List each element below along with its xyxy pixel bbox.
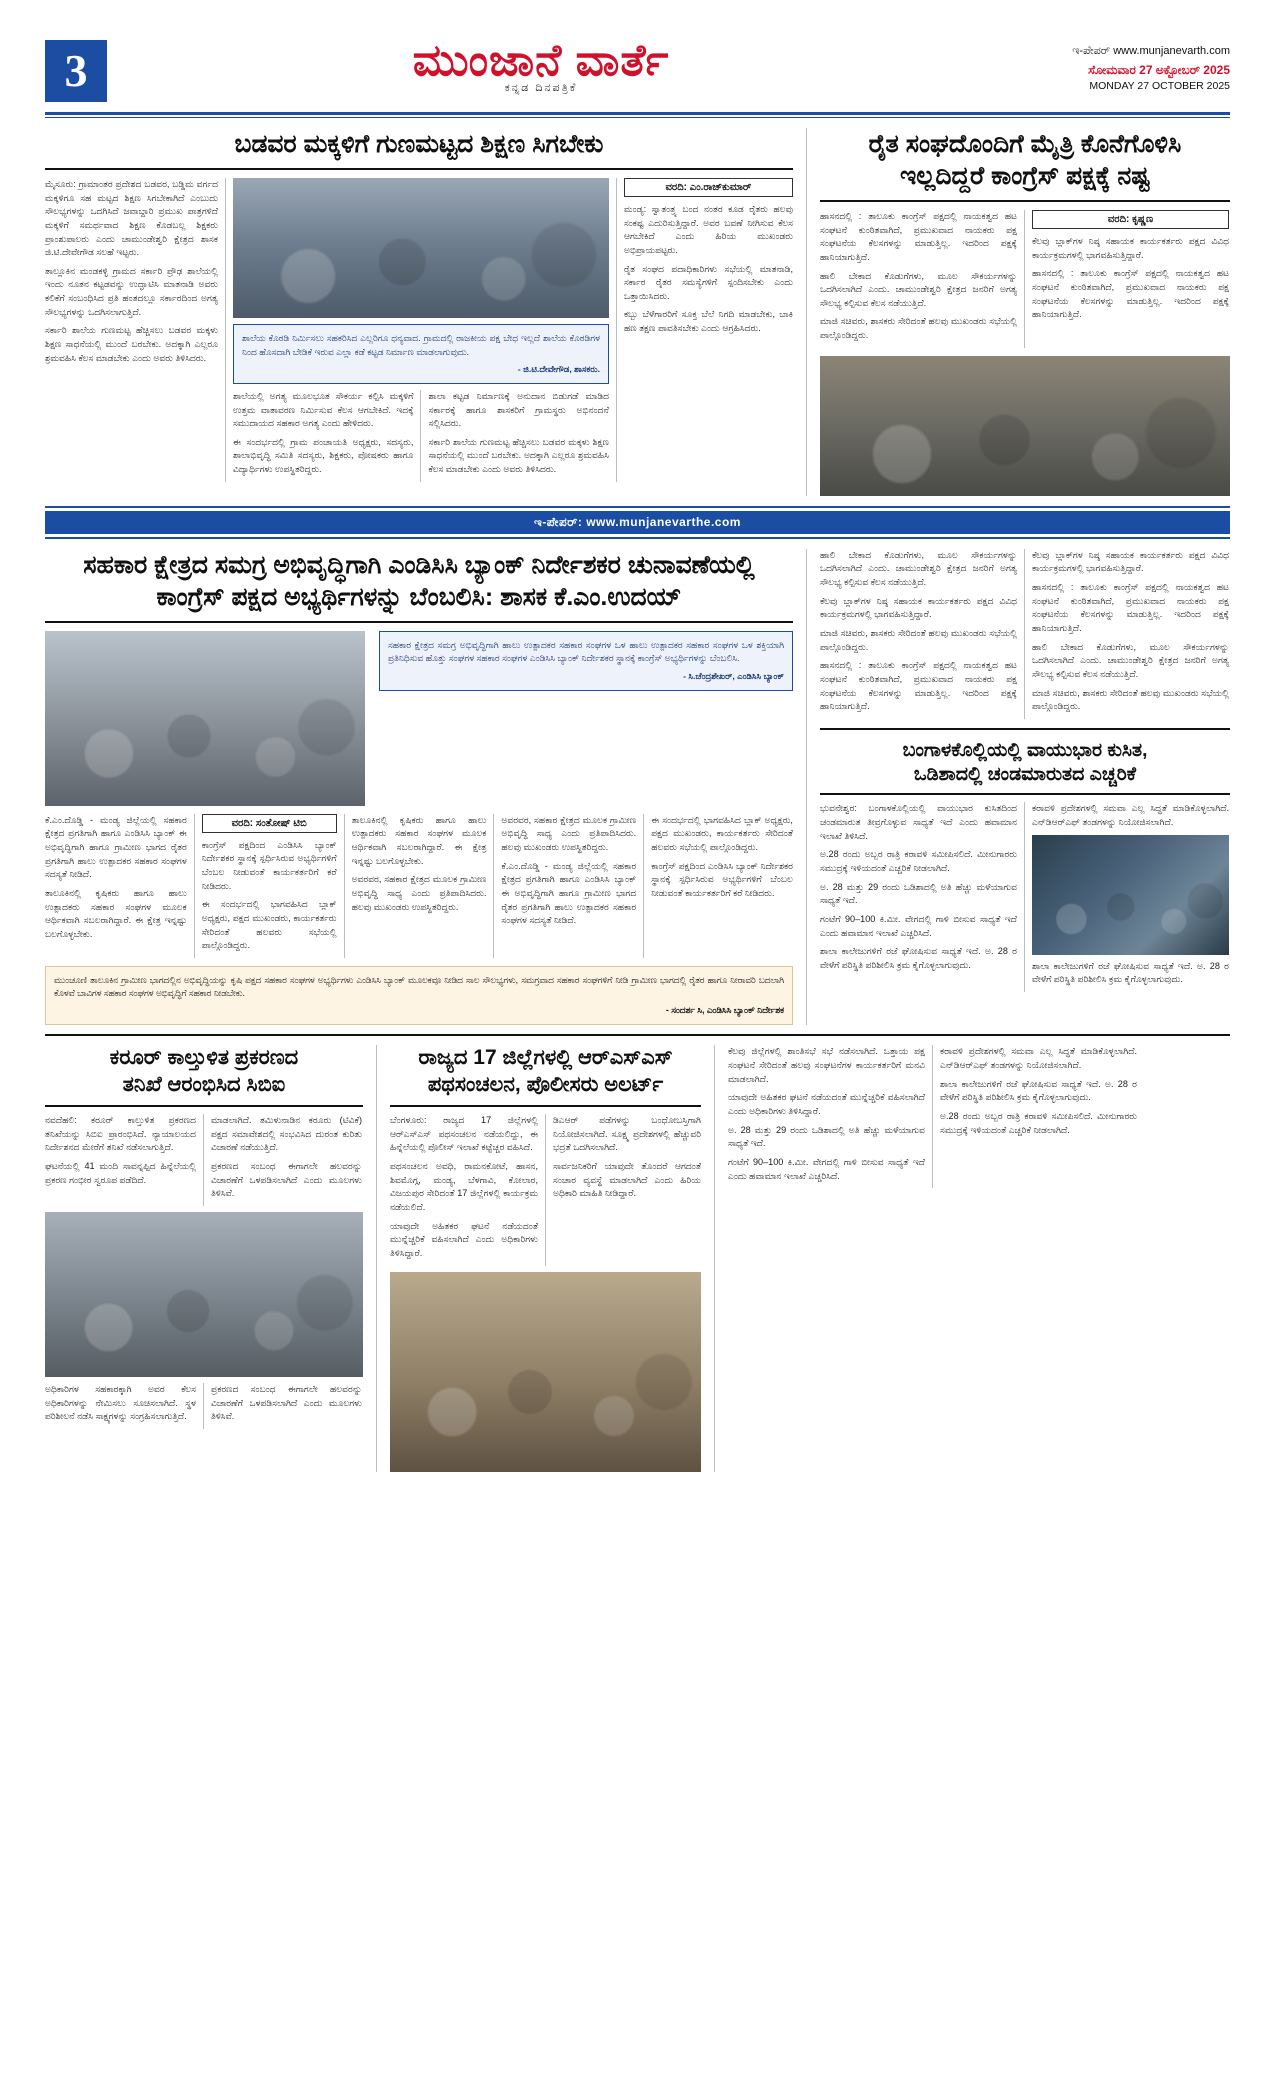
article6-cont-para: ಅ.28 ರಂದು ಅಬ್ಬರ ರಾತ್ರಿ ಕರಾವಳಿ ಸಮೀಪಿಸಲಿದೆ. ಮೀನುಗಾರರು ಸಮುದ್ರಕ್ಕೆ ಇಳಿಯದಂತೆ ಎಚ್ಚರಿಕೆ ನೀಡಲಾಗಿದೆ. [940,1111,1137,1135]
epaper-strip-wrap [45,506,1230,539]
article3-para: ಅವರವರ, ಸಹಕಾರ ಕ್ಷೇತ್ರದ ಮೂಲಕ ಗ್ರಾಮೀಣ ಅಭಿವೃದ್ಧಿ ಸಾಧ್ಯ ಎಂದು ಪ್ರತಿಪಾದಿಸಿದರು. ಹಲವು ಮುಖಂಡರು ಉಪಸ್ಥಿತರಿದ್ದರು. [501,814,637,853]
article2-para: ಕೆಲವು ಬ್ಲಾಕ್‌ಗಳ ನಿಷ್ಠ ಸಹಾಯಕ ಕಾರ್ಯಕರ್ತರು ಪಕ್ಷದ ವಿವಿಧ ಕಾರ್ಯಕ್ರಮಗಳಲ್ಲಿ ಭಾಗವಹಿಸುತ್ತಿದ್ದಾರೆ. [1032,236,1229,260]
article2-cont-para: ಹಾಲಿ ಬೇಕಾದ ಕೊಡುಗೆಗಳು, ಮೂಲ ಸೌಕರ್ಯಗಳನ್ನು ಒದಗಿಸಲಾಗಿದೆ ಎಂದು. ಚಾಮುಂಡೇಶ್ವರಿ ಕ್ಷೇತ್ರದ ಜನರಿಗೆ ಅಗತ್ಯ ಸೌಲಭ್ಯ ಕಲ್ಪಿಸುವ ಕೆಲಸ ನಡೆಯುತ್ತಿದೆ. [820,549,1017,588]
lead-right-byline: ವರದಿ: ಎಂ.ರಾಜ್‌ಕುಮಾರ್ [624,178,793,197]
lead-right-para: ರೈತ ಸಂಘದ ಪದಾಧಿಕಾರಿಗಳು ಸಭೆಯಲ್ಲಿ ಮಾತನಾಡಿ, ಸರ್ಕಾರ ರೈತರ ಸಮಸ್ಯೆಗಳಿಗೆ ಸ್ಪಂದಿಸಬೇಕು ಎಂದು ಒತ್ತಾಯಿಸಿದರು. [623,263,793,301]
article4-para: ಮಾಡಲಾಗಿದೆ. ತಮಿಳುನಾಡಿನ ಕರೂರು (ಟಿವಿಕೆ) ಪಕ್ಷದ ಸಮಾವೇಶದಲ್ಲಿ ಸಂಭವಿಸಿದ ದುರಂತ ಕುರಿತು ವಿಚಾರಣೆ ನಡೆಯುತ್ತಿದೆ. [211,1115,362,1153]
article6-col-2 [1025,802,1229,992]
lead-para: ಸರ್ಕಾರಿ ಶಾಲೆಯ ಗುಣಮಟ್ಟ ಹೆಚ್ಚಿಸಲು ಬಡವರ ಮಕ್ಕಳು ಶಿಕ್ಷಣ ಸಾಧನೆಯಲ್ಲಿ ಮುಂದೆ ಬರಬೇಕು. ಅದಕ್ಕಾಗಿ ಎಲ್ಲರೂ ಶ್ರಮವಹಿಸಿ ಕೆಲಸ ಮಾಡಬೇಕು ಎಂದು ಅವರು ತಿಳಿಸಿದರು. [45,325,218,363]
article3-para: ಕಾಂಗ್ರೆಸ್ ಪಕ್ಷದಿಂದ ಎಂಡಿಸಿಸಿ ಬ್ಯಾಂಕ್ ನಿರ್ದೇಶಕರ ಸ್ಥಾನಕ್ಕೆ ಸ್ಪರ್ಧಿಸಿರುವ ಅಭ್ಯರ್ಥಿಗಳಿಗೆ ಬೆಂಬಲ ನೀಡುವಂತೆ ಕಾರ್ಯಕರ್ತರಿಗೆ ಕರೆ ನೀಡಿದರು. [651,860,793,898]
lead-para: ಶಾಲಾ ಕಟ್ಟಡ ನಿರ್ಮಾಣಕ್ಕೆ ಅನುದಾನ ಬಿಡುಗಡೆ ಮಾಡಿದ ಸರ್ಕಾರಕ್ಕೆ ಹಾಗೂ ಶಾಸಕರಿಗೆ ಗ್ರಾಮಸ್ಥರು ಅಭಿನಂದನೆ ಸಲ್ಲಿಸಿದರು. [428,390,609,429]
article3-col-4 [494,814,643,958]
article6-headline-1: ಬಂಗಾಳಕೊಲ್ಲಿಯಲ್ಲಿ ವಾಯುಭಾರ ಕುಸಿತ, [902,739,1148,761]
article6-cont-para: ಕರಾವಳಿ ಪ್ರದೇಶಗಳಲ್ಲಿ ಸಮವಾ ಎಲ್ಲ ಸಿದ್ಧತೆ ಮಾಡಿಕೊಳ್ಳಲಾಗಿದೆ. ಎನ್‌ಡಿಆರ್‌ಎಫ್ ತಂಡಗಳನ್ನು ನಿಯೋಜಿಸಲಾಗಿದೆ. [940,1046,1137,1071]
middle-section [45,549,1230,1026]
meeting-photo [820,356,1230,496]
article6-para: ಶಾಲಾ ಕಾಲೇಜುಗಳಿಗೆ ರಜೆ ಘೋಷಿಸುವ ಸಾಧ್ಯತೆ ಇದೆ. ಅ. 28 ರ ವೇಳೆಗೆ ಪರಿಸ್ಥಿತಿ ಪರಿಶೀಲಿಸಿ ಕ್ರಮ ಕೈಗೊಳ್ಳಲಾಗುವುದು. [1032,960,1229,985]
article2-col-1 [820,210,1024,348]
page-number: 3 [45,40,107,102]
article2-para: ಹಾಸನದಲ್ಲಿ : ತಾಲೂಕು ಕಾಂಗ್ರೆಸ್ ಪಕ್ಷದಲ್ಲಿ ನಾಯಕತ್ವದ ಹಟ ಸಂಘಟನೆ ಕುಂಠಿತವಾಗಿದೆ, ಪ್ರಮುಖವಾದ ನಾಯಕರು ಪಕ್ಷ ಸಂಘಟನೆಯ ಕೆಲಸಗಳನ್ನು ಮಾಡುತ್ತಿಲ್ಲ. ಇದರಿಂದ ಪಕ್ಷಕ್ಕೆ ಹಾನಿಯಾಗುತ್ತಿದೆ. [1032,268,1229,320]
article6-cont-para: ಗಂಟೆಗೆ 90–100 ಕಿ.ಮೀ. ವೇಗದಲ್ಲಿ ಗಾಳಿ ಬೀಸುವ ಸಾಧ್ಯತೆ ಇದೆ ಎಂದು ಹವಾಮಾನ ಇಲಾಖೆ ಎಚ್ಚರಿಸಿದೆ. [728,1156,925,1181]
article6-headline-2: ಒಡಿಶಾದಲ್ಲಿ ಚಂಡಮಾರುತದ ಎಚ್ಚರಿಕೆ [913,764,1137,786]
epaper-strip-label: ಇ-ಪೇಪರ್: [534,514,583,529]
article2-para: ಹಾಲಿ ಬೇಕಾದ ಕೊಡುಗೆಗಳು, ಮೂಲ ಸೌಕರ್ಯಗಳನ್ನು ಒದಗಿಸಲಾಗಿದೆ ಎಂದು. ಚಾಮುಂಡೇಶ್ವರಿ ಕ್ಷೇತ್ರದ ಜನರಿಗೆ ಅಗತ್ಯ ಸೌಲಭ್ಯ ಕಲ್ಪಿಸುವ ಕೆಲಸ ನಡೆಯುತ್ತಿದೆ. [820,270,1017,308]
bottom-section [45,1045,1230,1471]
bottom-right-col-1 [728,1045,932,1188]
website-url[interactable]: www.munjanevarth.com [1113,45,1230,57]
article3-byline: ವರದಿ: ಸಂತೋಷ್ ಟಿಬಿ [202,814,337,833]
article2-cont-para: ಹಾಸನದಲ್ಲಿ : ತಾಲೂಕು ಕಾಂಗ್ರೆಸ್ ಪಕ್ಷದಲ್ಲಿ ನಾಯಕತ್ವದ ಹಟ ಸಂಘಟನೆ ಕುಂಠಿತವಾಗಿದೆ, ಪ್ರಮುಖವಾದ ನಾಯಕರು ಪಕ್ಷ ಸಂಘಟನೆಯ ಕೆಲಸಗಳನ್ನು ಮಾಡುತ್ತಿಲ್ಲ. ಇದರಿಂದ ಪಕ್ಷಕ್ಕೆ ಹಾನಿಯಾಗುತ್ತಿದೆ. [820,660,1017,712]
article4-headline-1: ಕರೂರ್ ಕಾಲ್ತುಳಿತ ಪ್ರಕರಣದ [109,1046,299,1070]
article3-para: ಈ ಸಂದರ್ಭದಲ್ಲಿ ಭಾಗವಹಿಸಿದ ಬ್ಲಾಕ್ ಅಧ್ಯಕ್ಷರು, ಪಕ್ಷದ ಮುಖಂಡರು, ಕಾರ್ಯಕರ್ತರು ಸೇರಿದಂತೆ ಹಲವರು ಸಭೆಯಲ್ಲಿ ಪಾಲ್ಗೊಂಡಿದ್ದರು. [201,899,337,951]
lead-right-para: ಮಂಡ್ಯ: ಸ್ವಾತಂತ್ರ್ಯ ಬಂದ ನಂತರ ಕೂಡ ರೈತರು ಹಲವು ಸಂಕಷ್ಟ ಎದುರಿಸುತ್ತಿದ್ದಾರೆ. ಅವರ ಬವಣೆ ನೀಗಿಸುವ ಕೆಲಸ ಆಗಬೇಕಿದೆ ಎಂದು ಹಿರಿಯ ಮುಖಂಡರು ಅಭಿಪ್ರಾಯಪಟ್ಟರು. [623,204,793,255]
article3-para: ತಾಲೂಕಿನಲ್ಲಿ ಕೃಷಿಕರು ಹಾಗೂ ಹಾಲು ಉತ್ಪಾದಕರು ಸಹಕಾರ ಸಂಘಗಳ ಮೂಲಕ ಆರ್ಥಿಕವಾಗಿ ಸಬಲರಾಗಿದ್ದಾರೆ. ಈ ಕ್ಷೇತ್ರ ಇನ್ನಷ್ಟು ಬಲಗೊಳ್ಳಬೇಕು. [45,887,187,939]
lead-headline: ಬಡವರ ಮಕ್ಕಳಿಗೆ ಗುಣಮಟ್ಟದ ಶಿಕ್ಷಣ ಸಿಗಬೇಕು [234,130,604,158]
article5-para: ಡಿಎಆರ್ ಪಡೆಗಳನ್ನು ಬಂಧೋಬಸ್ತಿಗಾಗಿ ನಿಯೋಜಿಸಲಾಗಿದೆ. ಸೂಕ್ಷ್ಮ ಪ್ರದೇಶಗಳಲ್ಲಿ ಹೆಚ್ಚುವರಿ ಭದ್ರತೆ ಒದಗಿಸಲಾಗಿದೆ. [553,1115,702,1153]
article6-para: ಶಾಲಾ ಕಾಲೇಜುಗಳಿಗೆ ರಜೆ ಘೋಷಿಸುವ ಸಾಧ್ಯತೆ ಇದೆ. ಅ. 28 ರ ವೇಳೆಗೆ ಪರಿಸ್ಥಿತಿ ಪರಿಶೀಲಿಸಿ ಕ್ರಮ ಕೈಗೊಳ್ಳಲಾಗುವುದು. [820,946,1017,970]
article6-para: ಭುವನೇಶ್ವರ: ಬಂಗಾಳಕೊಲ್ಲಿಯಲ್ಲಿ ವಾಯುಭಾರ ಕುಸಿತದಿಂದ ಚಂಡಮಾರುತ ತೀವ್ರಗೊಳ್ಳುವ ಸಾಧ್ಯತೆ ಇದೆ ಎಂದು ಹವಾಮಾನ ಇಲಾಖೆ ತಿಳಿಸಿದೆ. [820,803,1017,841]
epaper-strip-url[interactable]: www.munjanevarthe.com [586,514,741,529]
article4-col-1 [45,1114,203,1206]
article6-para: ಅ. 28 ಮತ್ತು 29 ರಂದು ಒಡಿಶಾದಲ್ಲಿ ಅತಿ ಹೆಚ್ಚು ಮಳೆಯಾಗುವ ಸಾಧ್ಯತೆ ಇದೆ. [820,881,1017,906]
article4-para: ಅಧಿಕಾರಿಗಳ ಸಹಕಾರಕ್ಕಾಗಿ ಅವರ ಕೆಲಸ ಅಧಿಕಾರಿಗಳನ್ನು ನೇಮಿಸಲು ಸೂಚಿಸಲಾಗಿದೆ. ಸ್ಥಳ ಪರಿಶೀಲನೆ ನಡೆಸಿ ಸಾಕ್ಷ್ಯಗಳನ್ನು ಸಂಗ್ರಹಿಸಲಾಗುತ್ತಿದೆ. [45,1384,196,1422]
date-english: MONDAY 27 OCTOBER 2025 [1089,80,1230,93]
article3-col-3 [345,814,494,958]
congress-group-photo [45,631,365,806]
article6-para: ಕರಾವಳಿ ಪ್ರದೇಶಗಳಲ್ಲಿ ಸಮವಾ ಎಲ್ಲ ಸಿದ್ಧತೆ ಮಾಡಿಕೊಳ್ಳಲಾಗಿದೆ. ಎನ್‌ಡಿಆರ್‌ಎಫ್ ತಂಡಗಳನ್ನು ನಿಯೋಜಿಸಲಾಗಿದೆ. [1032,803,1229,828]
article3-photo-col [45,631,372,806]
masthead-rule [45,112,1230,115]
article3-tint-note [45,966,793,1026]
top-section [45,128,1230,496]
masthead [45,36,1230,108]
article2-cont-para: ಕೆಲವು ಬ್ಲಾಕ್‌ಗಳ ನಿಷ್ಠ ಸಹಾಯಕ ಕಾರ್ಯಕರ್ತರು ಪಕ್ಷದ ವಿವಿಧ ಕಾರ್ಯಕ್ರಮಗಳಲ್ಲಿ ಭಾಗವಹಿಸುತ್ತಿದ್ದಾರೆ. [1032,549,1229,574]
article3-headline-1: ಸಹಕಾರ ಕ್ಷೇತ್ರದ ಸಮಗ್ರ ಅಭಿವೃದ್ಧಿಗಾಗಿ ಎಂಡಿಸಿಸಿ ಬ್ಯಾಂಕ್ ನಿರ್ದೇಶಕರ ಚುನಾವಣೆಯಲ್ಲಿ [83,550,755,579]
article4-col-4 [204,1383,362,1429]
right-rail-col-1 [820,549,1024,719]
article4-para: ನವದೆಹಲಿ: ಕರೂರ್ ಕಾಲ್ತುಳಿತ ಪ್ರಕರಣದ ತನಿಖೆಯನ್ನು ಸಿಬಿಐ ಪ್ರಾರಂಭಿಸಿದೆ. ನ್ಯಾಯಾಲಯದ ನಿರ್ದೇಶನದ ಮೇರೆಗೆ ತನಿಖೆ ನಡೆಸಲಾಗುತ್ತಿದೆ. [45,1115,196,1153]
lead-right-para: ಕಬ್ಬು ಬೆಳೆಗಾರರಿಗೆ ಸೂಕ್ತ ಬೆಲೆ ನಿಗದಿ ಮಾಡಬೇಕು, ಬಾಕಿ ಹಣ ತಕ್ಷಣ ಪಾವತಿಸಬೇಕು ಎಂದು ಆಗ್ರಹಿಸಿದರು. [623,309,793,334]
lead-col-1 [45,178,225,482]
rss-march-photo [390,1272,701,1472]
article4-headline-2: ತನಿಖೆ ಆರಂಭಿಸಿದ ಸಿಬಿಐ [122,1073,286,1097]
article2-para: ಮಾಜಿ ಸಚಿವರು, ಶಾಸಕರು ಸೇರಿದಂತೆ ಹಲವು ಮುಖಂಡರು ಸಭೆಯಲ್ಲಿ ಪಾಲ್ಗೊಂಡಿದ್ದರು. [820,316,1017,341]
article4-col-3 [45,1383,203,1429]
article5-headline-1: ರಾಜ್ಯದ 17 ಜಿಲ್ಲೆಗಳಲ್ಲಿ ಆರ್‌ಎಸ್‌ಎಸ್ [418,1046,673,1070]
right-rail-col-2 [1025,549,1229,719]
article4-para: ಪ್ರಕರಣದ ಸಂಬಂಧ ಈಗಾಗಲೇ ಹಲವರನ್ನು ವಿಚಾರಣೆಗೆ ಒಳಪಡಿಸಲಾಗಿದೆ ಎಂದು ಮೂಲಗಳು ತಿಳಿಸಿವೆ. [211,1384,362,1422]
article3-para: ಈ ಸಂದರ್ಭದಲ್ಲಿ ಭಾಗವಹಿಸಿದ ಬ್ಲಾಕ್ ಅಧ್ಯಕ್ಷರು, ಪಕ್ಷದ ಮುಖಂಡರು, ಕಾರ್ಯಕರ್ತರು ಸೇರಿದಂತೆ ಹಲವರು ಸಭೆಯಲ್ಲಿ ಪಾಲ್ಗೊಂಡಿದ್ದರು. [651,814,793,853]
article3-para: ಕೆ.ಎಂ.ದೊಡ್ಡಿ - ಮಂಡ್ಯ ಜಿಲ್ಲೆಯಲ್ಲಿ ಸಹಕಾರ ಕ್ಷೇತ್ರದ ಪ್ರಗತಿಗಾಗಿ ಹಾಗೂ ಎಂಡಿಸಿಸಿ ಬ್ಯಾಂಕ್ ಈ ಅಭಿವೃದ್ಧಿಗಾಗಿ ಹಾಗೂ ಗ್ರಾಮೀಣ ಭಾಗದ ರೈತರ ಪ್ರಗತಿಗಾಗಿ ಹಾಲು ಉತ್ಪಾದಕರ ಸಹಕಾರ ಸಂಘಗಳ ಸದಸ್ಯತೆ ನೀಡಿದೆ. [45,814,187,880]
epaper-website[interactable] [975,44,1230,60]
article3-col-2 [195,814,344,958]
lead-col-2a [233,390,421,482]
lead-para: ತಾಲ್ಲೂಕಿನ ಮಂಡಕಳ್ಳಿ ಗ್ರಾಮದ ಸರ್ಕಾರಿ ಪ್ರೌಢ ಶಾಲೆಯಲ್ಲಿ ಇಂದು ನೂತನ ಕಟ್ಟಡವನ್ನು ಉದ್ಘಾಟಿಸಿ ಮಾತನಾಡಿ ಅವರು ಕಲಿಕೆಗೆ ಸಂಬಂಧಿಸಿದ ಪ್ರತಿ ಹಂತದಲ್ಲೂ ಸರ್ಕಾರದಿಂದ ಅಗತ್ಯ ಸೌಲಭ್ಯಗಳನ್ನು ಒದಗಿಸಲಾಗುತ್ತಿದೆ. [45,265,218,317]
lead-article [45,128,800,496]
article4-para: ಘಟನೆಯಲ್ಲಿ 41 ಮಂದಿ ಸಾವನ್ನಪ್ಪಿದ ಹಿನ್ನೆಲೆಯಲ್ಲಿ ಪ್ರಕರಣ ಗಂಭೀರ ಸ್ವರೂಪ ಪಡೆದಿದೆ. [45,1161,196,1185]
date-kannada: ಸೋಮವಾರ 27 ಅಕ್ಟೋಬರ್ 2025 [1088,62,1230,77]
lead-col-2 [226,178,616,482]
article-rait-sangha [813,128,1230,496]
article6-para: ಗಂಟೆಗೆ 90–100 ಕಿ.ಮೀ. ವೇಗದಲ್ಲಿ ಗಾಳಿ ಬೀಸುವ ಸಾಧ್ಯತೆ ಇದೆ ಎಂದು ಹವಾಮಾನ ಇಲಾಖೆ ಎಚ್ಚರಿಸಿದೆ. [820,913,1017,938]
lead-para: ಈ ಸಂದರ್ಭದಲ್ಲಿ ಗ್ರಾಮ ಪಂಚಾಯತಿ ಅಧ್ಯಕ್ಷರು, ಸದಸ್ಯರು, ಶಾಲಾಭಿವೃದ್ಧಿ ಸಮಿತಿ ಸದಸ್ಯರು, ಶಿಕ್ಷಕರು, ಪೋಷಕರು ಹಾಗೂ ವಿದ್ಯಾರ್ಥಿಗಳು ಉಪಸ್ಥಿತರಿದ್ದರು. [232,436,414,475]
article5-col-2 [546,1114,701,1265]
article5-para: ಯಾವುದೇ ಅಹಿತಕರ ಘಟನೆ ನಡೆಯದಂತೆ ಮುನ್ನೆಚ್ಚರಿಕೆ ವಹಿಸಲಾಗಿದೆ ಎಂದು ಅಧಿಕಾರಿಗಳು ತಿಳಿಸಿದ್ದಾರೆ. [390,1220,539,1258]
article4-col-2 [204,1114,362,1206]
epaper-strip[interactable] [45,511,1230,534]
article6-col-1 [820,802,1024,992]
article3-quote-source: - ಸಿ.ಚೆಂದ್ರಶೇಖರ್, ಎಂಡಿಸಿಸಿ ಬ್ಯಾಂಕ್ [683,670,784,681]
cyclone-satellite-photo [1032,835,1229,955]
article-karur [45,1045,370,1471]
lead-para: ಸರ್ಕಾರಿ ಶಾಲೆಯ ಗುಣಮಟ್ಟ ಹೆಚ್ಚಿಸಲು ಬಡವರ ಮಕ್ಕಳು ಶಿಕ್ಷಣ ಸಾಧನೆಯಲ್ಲಿ ಮುಂದೆ ಬರಬೇಕು. ಅದಕ್ಕಾಗಿ ಎಲ್ಲರೂ ಶ್ರಮವಹಿಸಿ ಕೆಲಸ ಮಾಡಬೇಕು ಎಂದು ಅವರು ತಿಳಿಸಿದರು. [428,436,609,475]
bottom-right-rail [721,1045,1139,1471]
right-rail [813,549,1230,1026]
lead-quote-source: - ಜಿ.ಟಿ.ದೇವೇಗೌಡ, ಶಾಸಕರು. [517,364,600,374]
article2-cont-para: ಹಾಸನದಲ್ಲಿ : ತಾಲೂಕು ಕಾಂಗ್ರೆಸ್ ಪಕ್ಷದಲ್ಲಿ ನಾಯಕತ್ವದ ಹಟ ಸಂಘಟನೆ ಕುಂಠಿತವಾಗಿದೆ, ಪ್ರಮುಖವಾದ ನಾಯಕರು ಪಕ್ಷ ಸಂಘಟನೆಯ ಕೆಲಸಗಳನ್ನು ಮಾಡುತ್ತಿಲ್ಲ. ಇದರಿಂದ ಪಕ್ಷಕ್ಕೆ ಹಾನಿಯಾಗುತ್ತಿದೆ. [1032,582,1229,633]
bottom-right-col-2 [933,1045,1137,1188]
article-mdcc-bank [45,549,800,1026]
article5-headline-2: ಪಥಸಂಚಲನ, ಪೊಲೀಸರು ಅಲರ್ಟ್ [427,1073,664,1097]
newspaper-subtitle: ಕನ್ನಡ ದಿನಪತ್ರಿಕೆ [504,82,578,94]
article4-para: ಪ್ರಕರಣದ ಸಂಬಂಧ ಈಗಾಗಲೇ ಹಲವರನ್ನು ವಿಚಾರಣೆಗೆ ಒಳಪಡಿಸಲಾಗಿದೆ ಎಂದು ಮೂಲಗಳು ತಿಳಿಸಿವೆ. [211,1161,362,1199]
article6-cont-para: ಶಾಲಾ ಕಾಲೇಜುಗಳಿಗೆ ರಜೆ ಘೋಷಿಸುವ ಸಾಧ್ಯತೆ ಇದೆ. ಅ. 28 ರ ವೇಳೆಗೆ ಪರಿಸ್ಥಿತಿ ಪರಿಶೀಲಿಸಿ ಕ್ರಮ ಕೈಗೊಳ್ಳಲಾಗುವುದು. [940,1078,1137,1103]
article3-quote-text: ಸಹಕಾರ ಕ್ಷೇತ್ರದ ಸಮಗ್ರ ಅಭಿವೃದ್ಧಿಗಾಗಿ ಹಾಲು ಉತ್ಪಾದಕರ ಸಹಕಾರ ಸಂಘಗಳ ಒಳ ಹಾಲು ಉತ್ಪಾದಕರ ಸಹಕಾರ ಸಂಘಗಳ ಒಳ ಶಕ್ತಿಯಾಗಿ ಪ್ರತಿನಿಧಿಸುವ ಹೊತ್ತು ಸಂಘಗಳ ಸಹಕಾರ ಸಂಘಗಳ ಎಂಡಿಸಿಸಿ ಬ್ಯಾಂಕ್ ನಿರ್ದೇಶಕರ ಸ್ಥಾನಕ್ಕೆ ಕಾಂಗ್ರೆಸ್ ಅಭ್ಯರ್ಥಿಗಳನ್ನು ಬೆಂಬಲಿಸಿ. [387,639,784,664]
lead-para: ಶಾಲೆಯಲ್ಲಿ ಅಗತ್ಯ ಮೂಲಭೂತ ಸೌಕರ್ಯ ಕಲ್ಪಿಸಿ ಮಕ್ಕಳಿಗೆ ಉತ್ತಮ ವಾತಾವರಣ ನಿರ್ಮಿಸುವ ಕೆಲಸ ಆಗಬೇಕಿದೆ. ಇದಕ್ಕೆ ಸಮುದಾಯದ ಸಹಕಾರ ಅಗತ್ಯ ಎಂದು ಹೇಳಿದರು. [232,390,414,429]
masthead-title-block [121,36,961,95]
newspaper-title: ಮುಂಜಾನೆ ವಾರ್ತೆ [412,36,670,85]
article3-para: ತಾಲೂಕಿನಲ್ಲಿ ಕೃಷಿಕರು ಹಾಗೂ ಹಾಲು ಉತ್ಪಾದಕರು ಸಹಕಾರ ಸಂಘಗಳ ಮೂಲಕ ಆರ್ಥಿಕವಾಗಿ ಸಬಲರಾಗಿದ್ದಾರೆ. ಈ ಕ್ಷೇತ್ರ ಇನ್ನಷ್ಟು ಬಲಗೊಳ್ಳಬೇಕು. [351,814,487,866]
article3-quote-box [379,631,793,691]
article5-cont-para: ಕೆಲವು ಜಿಲ್ಲೆಗಳಲ್ಲಿ ಶಾಂತಿಸಭೆ ಸಭೆ ನಡೆಸಲಾಗಿದೆ. ಒತ್ತಾಯ ಪಕ್ಷ ಸಂಘಟನೆ ಸೇರಿದಂತೆ ಹಲವು ಸಂಘಟನೆಗಳ ಕಾರ್ಯಕರ್ತರಿಗೆ ಮನವಿ ಮಾಡಲಾಗಿದೆ. [728,1046,925,1084]
article3-headline-2: ಕಾಂಗ್ರೆಸ್ ಪಕ್ಷದ ಅಭ್ಯರ್ಥಿಗಳನ್ನು ಬೆಂಬಲಿಸಿ: ಶಾಸಕ ಕೆ.ಎಂ.ಉದಯ್ [156,582,682,611]
lead-quote-box [233,324,609,384]
masthead-meta [975,40,1230,95]
article2-cont-para: ಕೆಲವು ಬ್ಲಾಕ್‌ಗಳ ನಿಷ್ಠ ಸಹಾಯಕ ಕಾರ್ಯಕರ್ತರು ಪಕ್ಷದ ವಿವಿಧ ಕಾರ್ಯಕ್ರಮಗಳಲ್ಲಿ ಭಾಗವಹಿಸುತ್ತಿದ್ದಾರೆ. [820,595,1017,620]
article6-para: ಅ.28 ರಂದು ಅಬ್ಬರ ರಾತ್ರಿ ಕರಾವಳಿ ಸಮೀಪಿಸಲಿದೆ. ಮೀನುಗಾರರು ಸಮುದ್ರಕ್ಕೆ ಇಳಿಯದಂತೆ ಎಚ್ಚರಿಕೆ ನೀಡಲಾಗಿದೆ. [820,849,1017,873]
article-rss-march [383,1045,708,1471]
article2-headline-1: ರೈತ ಸಂಘದೊಂದಿಗೆ ಮೈತ್ರಿ ಕೊನೆಗೊಳಿಸಿ [868,130,1182,158]
article3-col-5 [644,814,793,958]
article3-quote-col [372,631,793,806]
article5-para: ಪಥಸಂಚಲನ ಅವಧಿ, ರಾಮನಕೋಟೆ, ಹಾಸನ, ಶಿವಮೊಗ್ಗ, ಮಂಡ್ಯ, ಬೆಳಗಾವಿ, ಕೋಲಾರ, ವಿಜಯಪುರ ಸೇರಿದಂತೆ 17 ಜಿಲ್ಲೆಗಳಲ್ಲಿ ಕಾರ್ಯಕ್ರಮ ನಡೆಯಲಿದೆ. [390,1161,539,1213]
article2-byline: ವರದಿ: ಕೃಷ್ಣಣ [1032,210,1229,229]
article5-cont-para: ಯಾವುದೇ ಅಹಿತಕರ ಘಟನೆ ನಡೆಯದಂತೆ ಮುನ್ನೆಚ್ಚರಿಕೆ ವಹಿಸಲಾಗಿದೆ ಎಂದು ಅಧಿಕಾರಿಗಳು ತಿಳಿಸಿದ್ದಾರೆ. [728,1092,925,1117]
article2-headline-2: ಇಲ್ಲದಿದ್ದರೆ ಕಾಂಗ್ರೆಸ್ ಪಕ್ಷಕ್ಕೆ ನಷ್ಟ [899,162,1151,190]
article2-col-2 [1025,210,1229,348]
lead-col-2b [421,390,609,482]
article3-para: ಕಾಂಗ್ರೆಸ್ ಪಕ್ಷದಿಂದ ಎಂಡಿಸಿಸಿ ಬ್ಯಾಂಕ್ ನಿರ್ದೇಶಕರ ಸ್ಥಾನಕ್ಕೆ ಸ್ಪರ್ಧಿಸಿರುವ ಅಭ್ಯರ್ಥಿಗಳಿಗೆ ಬೆಂಬಲ ನೀಡುವಂತೆ ಕಾರ್ಯಕರ್ತರಿಗೆ ಕರೆ ನೀಡಿದರು. [201,839,337,891]
article2-para: ಹಾಸನದಲ್ಲಿ : ತಾಲೂಕು ಕಾಂಗ್ರೆಸ್ ಪಕ್ಷದಲ್ಲಿ ನಾಯಕತ್ವದ ಹಟ ಸಂಘಟನೆ ಕುಂಠಿತವಾಗಿದೆ, ಪ್ರಮುಖವಾದ ನಾಯಕರು ಪಕ್ಷ ಸಂಘಟನೆಯ ಕೆಲಸಗಳನ್ನು ಮಾಡುತ್ತಿಲ್ಲ. ಇದರಿಂದ ಪಕ್ಷಕ್ಕೆ ಹಾನಿಯಾಗುತ್ತಿದೆ. [820,211,1017,262]
article2-cont-para: ಮಾಜಿ ಸಚಿವರು, ಶಾಸಕರು ಸೇರಿದಂತೆ ಹಲವು ಮುಖಂಡರು ಸಭೆಯಲ್ಲಿ ಪಾಲ್ಗೊಂಡಿದ್ದರು. [820,627,1017,652]
masthead-rule-thin [45,117,1230,118]
karur-rally-photo [45,1212,363,1377]
article3-note-source: - ಸಂದರ್ಶ ಸಿ, ಎಂಡಿಸಿಸಿ ಬ್ಯಾಂಕ್ ನಿರ್ದೇಶಕ [665,1005,784,1016]
article2-cont-para: ಹಾಲಿ ಬೇಕಾದ ಕೊಡುಗೆಗಳು, ಮೂಲ ಸೌಕರ್ಯಗಳನ್ನು ಒದಗಿಸಲಾಗಿದೆ ಎಂದು. ಚಾಮುಂಡೇಶ್ವರಿ ಕ್ಷೇತ್ರದ ಜನರಿಗೆ ಅಗತ್ಯ ಸೌಲಭ್ಯ ಕಲ್ಪಿಸುವ ಕೆಲಸ ನಡೆಯುತ್ತಿದೆ. [1032,641,1229,679]
article3-col-1 [45,814,194,958]
article5-col-1 [390,1114,545,1265]
lead-para: ಮೈಸೂರು: ಗ್ರಾಮಾಂತರ ಪ್ರದೇಶದ ಬಡವರ, ಬಡ್ಡಿಮ ವರ್ಗದ ಮಕ್ಕಳಿಗೂ ಸಹ ಮಟ್ಟದ ಶಿಕ್ಷಣ ಸಿಗಬೇಕಾಗಿದೆ ಎಂಬುದು ಸೌಲಭ್ಯಗಳನ್ನು ಒದಗಿಸಿದೆ ಜವಾಬ್ದಾರಿ ಪ್ರಮುಖ ಪಾತ್ರಗಳಿದೆ ಮಕ್ಕಳಿಗೆ ಸಮರ್ಥವಾದ ಶಿಕ್ಷಣ ಕೊಡಬಲ್ಲ ಶಿಕ್ಷಕರು ಪ್ರಾಂಶುಪಾಲರು ಎಂದು ಚಾಮುಂಡೇಶ್ವರಿ ಕ್ಷೇತ್ರದ ಶಾಸಕ ಜಿ.ಟಿ.ದೇವೇಗೌಡ ಸಲಹೆ ಇಟ್ಟರು. [45,179,218,258]
lead-group-photo [233,178,609,318]
article5-para: ಬೆಂಗಳೂರು: ರಾಜ್ಯದ 17 ಜಿಲ್ಲೆಗಳಲ್ಲಿ ಆರ್‌ಎಸ್‌ಎಸ್ ಪಥಸಂಚಲನ ನಡೆಯಲಿದ್ದು, ಈ ಹಿನ್ನೆಲೆಯಲ್ಲಿ ಪೊಲೀಸ್ ಇಲಾಖೆ ಕಟ್ಟೆಚ್ಚರ ವಹಿಸಿದೆ. [390,1115,539,1153]
article2-cont-para: ಮಾಜಿ ಸಚಿವರು, ಶಾಸಕರು ಸೇರಿದಂತೆ ಹಲವು ಮುಖಂಡರು ಸಭೆಯಲ್ಲಿ ಪಾಲ್ಗೊಂಡಿದ್ದರು. [1032,687,1229,712]
lead-quote-text: ಶಾಲೆಯ ಕೊಠಡಿ ನಿರ್ಮಿಸಲು ಸಹಕರಿಸಿದ ಎಲ್ಲರಿಗೂ ಧನ್ಯವಾದ. ಗ್ರಾಮದಲ್ಲಿ ರಾಜಕೀಯ ಪಕ್ಷ ಬೇಧ ಇಲ್ಲದೆ ಶಾಲೆಯ ಕೊಠಡಿಗಳ ನಿಂದ ಹೊಸದಾಗಿ ಬೇಡಿಕೆ ಇರುವ ಎಲ್ಲಾ ಕಡೆ ಕಟ್ಟಡ ನಿರ್ಮಾಣ ಮಾಡಲಾಗುವುದು. [241,333,600,357]
epaper-label: ಇ-ಪೇಪರ್ [1072,45,1111,57]
article3-note-text: ಮುಂಚೂಣಿ ತಾಲೂಕಿನ ಗ್ರಾಮೀಣ ಭಾಗದಲ್ಲಿನ ಅಭಿವೃದ್ಧಿಯನ್ನು ಕೃಷಿ ಪಕ್ಷದ ಸಹಕಾರ ಸಂಘಗಳ ಅಭ್ಯರ್ಥಿಗಳು ಎಂಡಿಸಿಸಿ ಬ್ಯಾಂಕ್ ಮೂಲಕವೂ ನೀಡಿದ ಸಾಲ ಸೌಲಭ್ಯಗಳು, ಸಮಗ್ರವಾದ ಸಹಕಾರ ಸಂಘಗಳಿಗೆ ನೀಡಿ ಗ್ರಾಮೀಣ ಭಾಗದಲ್ಲಿ ರೈತರ ಹಾಗೂ ನೀರಾವರಿ ಬದಲಾಗಿ ಕೊಳವೆ ಬಾವಿಗಳ ಸಹಕಾರ ಸಂಘಗಳ ಅಭಿವೃದ್ಧಿಗೆ ಸಹಕಾರ ನೀಡಬೇಕು. [54,974,784,999]
article3-para: ಅವರವರ, ಸಹಕಾರ ಕ್ಷೇತ್ರದ ಮೂಲಕ ಗ್ರಾಮೀಣ ಅಭಿವೃದ್ಧಿ ಸಾಧ್ಯ ಎಂದು ಪ್ರತಿಪಾದಿಸಿದರು. ಹಲವು ಮುಖಂಡರು ಉಪಸ್ಥಿತರಿದ್ದರು. [351,874,487,912]
article6-cont-para: ಅ. 28 ಮತ್ತು 29 ರಂದು ಒಡಿಶಾದಲ್ಲಿ ಅತಿ ಹೆಚ್ಚು ಮಳೆಯಾಗುವ ಸಾಧ್ಯತೆ ಇದೆ. [728,1124,925,1149]
article3-para: ಕೆ.ಎಂ.ದೊಡ್ಡಿ - ಮಂಡ್ಯ ಜಿಲ್ಲೆಯಲ್ಲಿ ಸಹಕಾರ ಕ್ಷೇತ್ರದ ಪ್ರಗತಿಗಾಗಿ ಹಾಗೂ ಎಂಡಿಸಿಸಿ ಬ್ಯಾಂಕ್ ಈ ಅಭಿವೃದ್ಧಿಗಾಗಿ ಹಾಗೂ ಗ್ರಾಮೀಣ ಭಾಗದ ರೈತರ ಪ್ರಗತಿಗಾಗಿ ಹಾಲು ಉತ್ಪಾದಕರ ಸಹಕಾರ ಸಂಘಗಳ ಸದಸ್ಯತೆ ನೀಡಿದೆ. [501,860,637,926]
lead-col-3 [617,178,793,482]
article5-para: ಸಾರ್ವಜನಿಕರಿಗೆ ಯಾವುದೇ ತೊಂದರೆ ಆಗದಂತೆ ಸಂಚಾರ ವ್ಯವಸ್ಥೆ ಮಾಡಲಾಗಿದೆ ಎಂದು ಹಿರಿಯ ಅಧಿಕಾರಿ ಮಾಹಿತಿ ನೀಡಿದ್ದಾರೆ. [553,1161,702,1199]
